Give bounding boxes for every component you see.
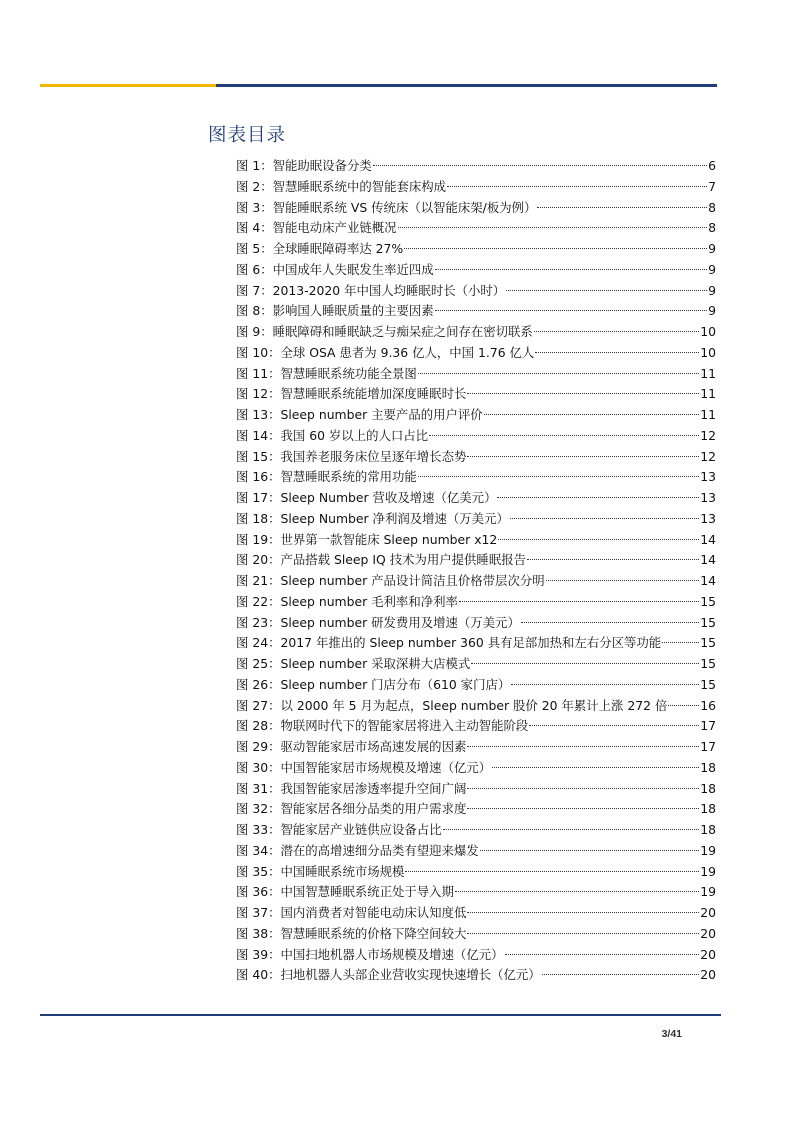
toc-entry[interactable] bbox=[236, 675, 716, 696]
toc-entry-page: 18 bbox=[700, 780, 716, 796]
toc-entry-page: 18 bbox=[700, 759, 716, 775]
toc-dot-leader bbox=[510, 518, 699, 519]
toc-entry-label: 图 9：睡眠障碍和睡眠缺乏与痴呆症之间存在密切联系 bbox=[236, 324, 533, 339]
toc-entry[interactable] bbox=[236, 384, 716, 405]
toc-entry[interactable] bbox=[236, 592, 716, 613]
toc-dot-leader bbox=[492, 767, 699, 768]
toc-entry[interactable] bbox=[236, 654, 716, 675]
toc-dot-leader bbox=[467, 456, 699, 457]
toc-dot-leader bbox=[467, 746, 699, 747]
toc-dot-leader bbox=[534, 331, 699, 332]
toc-dot-leader bbox=[662, 642, 699, 643]
toc-dot-leader bbox=[668, 705, 699, 706]
toc-dot-leader bbox=[546, 580, 700, 581]
toc-dot-leader bbox=[529, 725, 699, 726]
toc-entry[interactable] bbox=[236, 343, 716, 364]
toc-entry[interactable] bbox=[236, 364, 716, 385]
toc-dot-leader bbox=[467, 393, 699, 394]
toc-entry[interactable] bbox=[236, 322, 716, 343]
toc-entry[interactable] bbox=[236, 945, 716, 966]
toc-entry[interactable] bbox=[236, 841, 716, 862]
toc-entry-label: 图 20：产品搭载 Sleep IQ 技术为用户提供睡眠报告 bbox=[236, 552, 526, 568]
toc-entry-label: 图 35：中国睡眠系统市场规模 bbox=[236, 863, 405, 879]
toc-dot-leader bbox=[418, 476, 699, 477]
toc-dot-leader bbox=[435, 269, 707, 270]
toc-entry-label: 图 11：智慧睡眠系统功能全景图 bbox=[236, 365, 417, 381]
page-number: 3/41 bbox=[661, 1028, 682, 1040]
toc-entry-label: 图 27：以 2000 年 5 月为起点，Sleep number 股价 20 年累计上涨 272 倍 bbox=[236, 697, 668, 713]
toc-entry-page: 13 bbox=[700, 469, 716, 485]
toc-entry[interactable] bbox=[236, 177, 716, 198]
toc-entry[interactable] bbox=[236, 550, 716, 571]
toc-entry[interactable] bbox=[236, 467, 716, 488]
toc-entry[interactable] bbox=[236, 218, 716, 239]
toc-entry-page: 20 bbox=[700, 967, 716, 983]
toc-entry-page: 13 bbox=[700, 490, 716, 505]
toc-entry[interactable] bbox=[236, 301, 716, 322]
toc-entry[interactable] bbox=[236, 965, 716, 986]
toc-entry[interactable] bbox=[236, 696, 716, 717]
toc-entry[interactable] bbox=[236, 281, 716, 302]
toc-entry-label: 图 28：物联网时代下的智能家居将进入主动智能阶段 bbox=[236, 718, 529, 734]
toc-dot-leader bbox=[505, 954, 700, 955]
toc-entry-page: 11 bbox=[700, 407, 716, 422]
toc-entry-label: 图 1：智能助眠设备分类 bbox=[236, 158, 372, 173]
toc-dot-leader bbox=[373, 165, 707, 166]
toc-entry-label: 图 38：智慧睡眠系统的价格下降空间较大 bbox=[236, 925, 467, 941]
toc-entry[interactable] bbox=[236, 260, 716, 281]
toc-entry[interactable] bbox=[236, 716, 716, 737]
toc-entry-page: 11 bbox=[700, 365, 716, 381]
toc-dot-leader bbox=[527, 559, 699, 560]
toc-entry-page: 8 bbox=[708, 220, 716, 236]
toc-dot-leader bbox=[511, 684, 699, 685]
toc-entry-label: 图 29：驱动智能家居市场高速发展的因素 bbox=[236, 739, 467, 754]
toc-entry-label: 图 36：中国智慧睡眠系统正处于导入期 bbox=[236, 884, 454, 900]
toc-entry[interactable] bbox=[236, 737, 716, 758]
footer-rule bbox=[40, 1014, 721, 1016]
toc-entry-label: 图 39：中国扫地机器人市场规模及增速（亿元） bbox=[236, 946, 504, 962]
toc-entry[interactable] bbox=[236, 613, 716, 634]
toc-entry-page: 9 bbox=[708, 282, 716, 298]
toc-entry-page: 11 bbox=[700, 386, 716, 402]
toc-dot-leader bbox=[435, 310, 707, 311]
toc-entry[interactable] bbox=[236, 633, 716, 654]
toc-entry-label: 图 4：智能电动床产业链概况 bbox=[236, 220, 397, 236]
toc-entry-label: 图 34：潜在的高增速细分品类有望迎来爆发 bbox=[236, 842, 479, 858]
toc-entry-label: 图 22：Sleep number 毛利率和净利率 bbox=[236, 593, 458, 609]
toc-dot-leader bbox=[497, 497, 699, 498]
toc-entry[interactable] bbox=[236, 530, 716, 551]
toc-entry[interactable] bbox=[236, 509, 716, 530]
toc-dot-leader bbox=[471, 663, 699, 664]
toc-dot-leader bbox=[498, 539, 699, 540]
toc-dot-leader bbox=[506, 290, 707, 291]
toc-entry-page: 13 bbox=[700, 510, 716, 526]
toc-entry-label: 图 32：智能家居各细分品类的用户需求度 bbox=[236, 801, 467, 817]
toc-dot-leader bbox=[467, 933, 699, 934]
toc-entry-page: 10 bbox=[700, 344, 716, 360]
toc-entry-label: 图 14：我国 60 岁以上的人口占比 bbox=[236, 427, 429, 443]
toc-entry[interactable] bbox=[236, 903, 716, 924]
toc-entry-page: 20 bbox=[700, 925, 716, 941]
toc-entry-label: 图 33：智能家居产业链供应设备占比 bbox=[236, 822, 442, 837]
toc-entry-page: 12 bbox=[700, 427, 716, 443]
toc-dot-leader bbox=[537, 207, 707, 208]
toc-entry-page: 6 bbox=[708, 158, 716, 173]
toc-dot-leader bbox=[405, 871, 699, 872]
toc-title: 图表目录 bbox=[208, 125, 287, 146]
toc-entry-page: 18 bbox=[700, 801, 716, 817]
toc-dot-leader bbox=[447, 186, 707, 187]
toc-entry-page: 19 bbox=[700, 884, 716, 900]
toc-entry-label: 图 10：全球 OSA 患者为 9.36 亿人，中国 1.76 亿人 bbox=[236, 344, 535, 360]
toc-entry[interactable] bbox=[236, 924, 716, 945]
toc-entry-label: 图 40：扫地机器人头部企业营收实现快速增长（亿元） bbox=[236, 967, 541, 983]
toc-dot-leader bbox=[521, 622, 699, 623]
toc-entry[interactable] bbox=[236, 779, 716, 800]
toc-dot-leader bbox=[418, 373, 699, 374]
toc-entry-page: 18 bbox=[700, 822, 716, 837]
header-rule-gold bbox=[40, 84, 216, 87]
toc-entry-label: 图 16：智慧睡眠系统的常用功能 bbox=[236, 469, 417, 485]
toc-entry[interactable] bbox=[236, 239, 716, 260]
toc-dot-leader bbox=[443, 829, 700, 830]
toc-entry-label: 图 6：中国成年人失眠发生率近四成 bbox=[236, 261, 434, 277]
toc-list bbox=[236, 156, 716, 986]
toc-dot-leader bbox=[404, 248, 707, 249]
toc-entry-page: 9 bbox=[708, 303, 716, 319]
toc-dot-leader bbox=[429, 435, 699, 436]
toc-entry[interactable] bbox=[236, 426, 716, 447]
toc-dot-leader bbox=[398, 227, 708, 228]
toc-entry-page: 15 bbox=[700, 635, 716, 651]
header-rule-navy bbox=[216, 84, 717, 87]
toc-entry-page: 16 bbox=[700, 697, 716, 713]
toc-entry-label: 图 23：Sleep number 研发费用及增速（万美元） bbox=[236, 614, 520, 630]
toc-entry-label: 图 37：国内消费者对智能电动床认知度低 bbox=[236, 905, 467, 920]
toc-dot-leader bbox=[455, 891, 699, 892]
toc-entry-label: 图 3：智能睡眠系统 VS 传统床（以智能床架/板为例） bbox=[236, 199, 537, 215]
toc-dot-leader bbox=[484, 414, 700, 415]
toc-entry-label: 图 7：2013-2020 年中国人均睡眠时长（小时） bbox=[236, 282, 506, 298]
toc-entry-page: 14 bbox=[700, 573, 716, 588]
toc-entry-page: 9 bbox=[708, 261, 716, 277]
toc-entry-page: 14 bbox=[700, 531, 716, 547]
toc-entry-page: 20 bbox=[700, 905, 716, 920]
toc-entry-label: 图 5：全球睡眠障碍率达 27% bbox=[236, 241, 404, 256]
toc-dot-leader bbox=[467, 788, 699, 789]
toc-entry[interactable] bbox=[236, 758, 716, 779]
toc-entry-label: 图 25：Sleep number 采取深耕大店模式 bbox=[236, 656, 471, 671]
toc-entry[interactable] bbox=[236, 571, 716, 592]
toc-entry-page: 15 bbox=[700, 676, 716, 692]
toc-entry-label: 图 8：影响国人睡眠质量的主要因素 bbox=[236, 303, 434, 319]
toc-entry-page: 15 bbox=[700, 656, 716, 671]
toc-entry-label: 图 13：Sleep number 主要产品的用户评价 bbox=[236, 407, 483, 422]
toc-entry-page: 17 bbox=[700, 718, 716, 734]
toc-dot-leader bbox=[535, 352, 699, 353]
toc-entry[interactable] bbox=[236, 156, 716, 177]
toc-entry-page: 19 bbox=[700, 842, 716, 858]
toc-entry-page: 15 bbox=[700, 593, 716, 609]
toc-dot-leader bbox=[542, 974, 700, 975]
toc-entry-page: 15 bbox=[700, 614, 716, 630]
toc-entry[interactable] bbox=[236, 799, 716, 820]
toc-entry-label: 图 24：2017 年推出的 Sleep number 360 具有足部加热和左右分区等功能 bbox=[236, 635, 662, 651]
toc-entry[interactable] bbox=[236, 198, 716, 219]
toc-dot-leader bbox=[480, 850, 699, 851]
toc-entry-label: 图 18：Sleep Number 净利润及增速（万美元） bbox=[236, 510, 509, 526]
toc-dot-leader bbox=[459, 601, 699, 602]
toc-entry-label: 图 19：世界第一款智能床 Sleep number x12 bbox=[236, 531, 498, 547]
toc-entry-label: 图 12：智慧睡眠系统能增加深度睡眠时长 bbox=[236, 386, 467, 402]
toc-entry-page: 7 bbox=[708, 178, 716, 194]
toc-entry[interactable] bbox=[236, 862, 716, 883]
toc-entry-label: 图 21：Sleep number 产品设计简洁且价格带层次分明 bbox=[236, 573, 545, 588]
toc-entry-page: 9 bbox=[708, 241, 716, 256]
toc-entry[interactable] bbox=[236, 447, 716, 468]
toc-entry-page: 8 bbox=[708, 199, 716, 215]
toc-entry[interactable] bbox=[236, 405, 716, 426]
toc-entry[interactable] bbox=[236, 488, 716, 509]
toc-entry[interactable] bbox=[236, 820, 716, 841]
toc-entry-page: 17 bbox=[700, 739, 716, 754]
toc-entry-label: 图 26：Sleep number 门店分布（610 家门店） bbox=[236, 676, 511, 692]
toc-entry-label: 图 2：智慧睡眠系统中的智能套床构成 bbox=[236, 178, 447, 194]
toc-entry-label: 图 30：中国智能家居市场规模及增速（亿元） bbox=[236, 759, 492, 775]
toc-entry-label: 图 17：Sleep Number 营收及增速（亿美元） bbox=[236, 490, 497, 505]
toc-entry-page: 19 bbox=[700, 863, 716, 879]
toc-entry-page: 20 bbox=[700, 946, 716, 962]
toc-dot-leader bbox=[467, 808, 699, 809]
toc-entry[interactable] bbox=[236, 882, 716, 903]
toc-dot-leader bbox=[467, 912, 699, 913]
toc-entry-label: 图 15：我国养老服务床位呈逐年增长态势 bbox=[236, 448, 467, 464]
toc-entry-page: 12 bbox=[700, 448, 716, 464]
toc-entry-page: 14 bbox=[700, 552, 716, 568]
toc-entry-page: 10 bbox=[700, 324, 716, 339]
toc-entry-label: 图 31：我国智能家居渗透率提升空间广阔 bbox=[236, 780, 467, 796]
